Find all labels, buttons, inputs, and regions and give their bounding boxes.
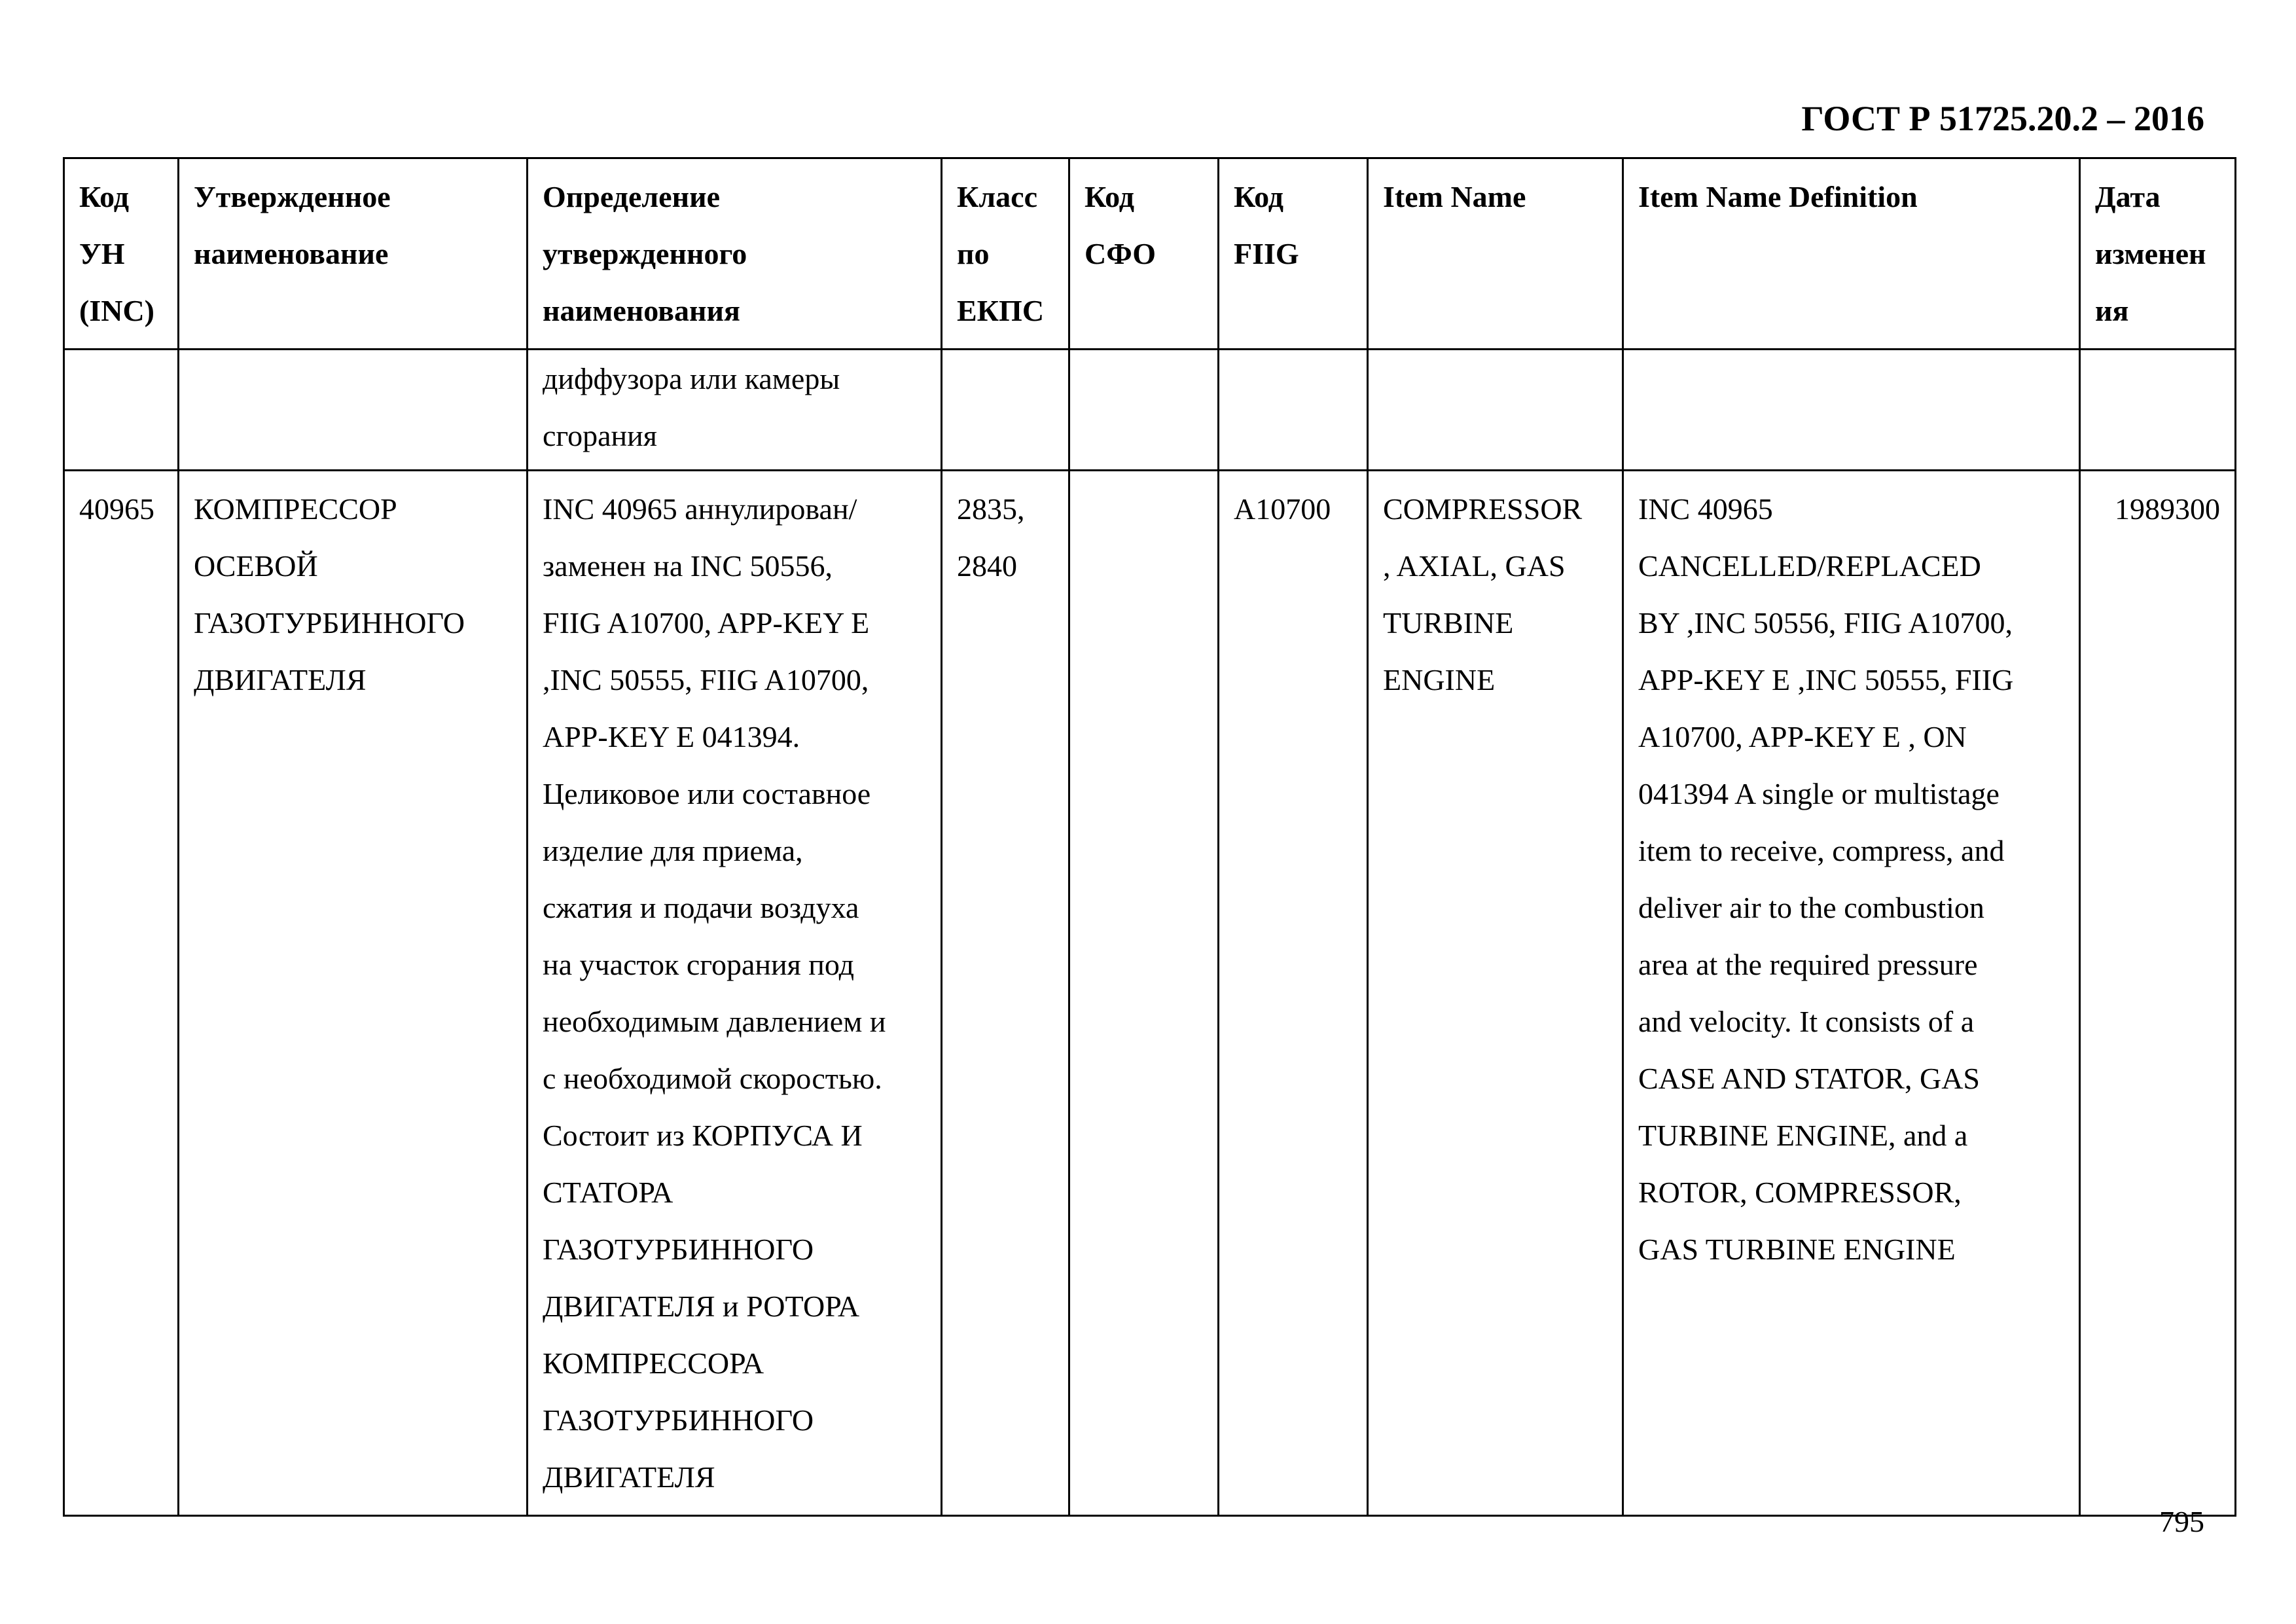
catalog-table <box>63 157 2236 1517</box>
cell-fiig <box>1219 350 1368 471</box>
cell-inc: 40965 <box>64 471 179 1516</box>
cell-class: 2835, 2840 <box>942 471 1069 1516</box>
col-header-inc: Код УН (INC) <box>64 158 179 350</box>
col-header-item-name-definition: Item Name Definition <box>1623 158 2080 350</box>
col-header-class: Класс по ЕКПС <box>942 158 1069 350</box>
col-header-definition: Определение утвержденного наименования <box>528 158 942 350</box>
cell-class <box>942 350 1069 471</box>
cell-name: КОМПРЕССОР ОСЕВОЙ ГАЗОТУРБИННОГО ДВИГАТЕЛЯ <box>179 471 528 1516</box>
cell-item-definition: INC 40965 CANCELLED/REPLACED BY ,INC 50556, FIIG A10700, APP-KEY E ,INC 50555, FIIG A10700, APP-KEY E , ON 041394 A single or multistage item to receive, compress, and deliver air to the combustion area at the required pressure and velocity. It consists of a CASE AND STATOR, GAS TURBINE ENGINE, and a ROTOR, COMPRESSOR, GAS TURBINE ENGINE <box>1623 471 2080 1516</box>
col-header-approved-name: Утвержденное наименование <box>179 158 528 350</box>
table-row <box>64 471 2236 1516</box>
cell-name <box>179 350 528 471</box>
col-header-change-date: Дата изменен ия <box>2080 158 2236 350</box>
cell-sfo <box>1069 471 1219 1516</box>
cell-sfo <box>1069 350 1219 471</box>
cell-definition: INC 40965 аннулирован/ заменен на INC 50556, FIIG A10700, APP-KEY E ,INC 50555, FIIG A10700, APP-KEY E 041394. Целиковое или составное изделие для приема, сжатия и подачи воздуха на участок сгорания под необходимым давлением и с необходимой скоростью. Состоит из КОРПУСА И СТАТОРА ГАЗОТУРБИННОГО ДВИГАТЕЛЯ и РОТОРА КОМПРЕССОРА ГАЗОТУРБИННОГО ДВИГАТЕЛЯ <box>528 471 942 1516</box>
cell-item-name <box>1368 350 1623 471</box>
cell-definition: диффузора или камеры сгорания <box>528 350 942 471</box>
table-header-row <box>64 158 2236 350</box>
col-header-fiig: Код FIIG <box>1219 158 1368 350</box>
cell-item-definition <box>1623 350 2080 471</box>
cell-date <box>2080 350 2236 471</box>
cell-inc <box>64 350 179 471</box>
cell-fiig: A10700 <box>1219 471 1368 1516</box>
document-title: ГОСТ Р 51725.20.2 – 2016 <box>1801 99 2204 138</box>
table-row-continued <box>64 350 2236 471</box>
cell-date: 1989300 <box>2080 471 2236 1516</box>
col-header-item-name: Item Name <box>1368 158 1623 350</box>
page-number: 795 <box>2159 1505 2204 1538</box>
col-header-sfo: Код СФО <box>1069 158 1219 350</box>
cell-item-name: COMPRESSOR , AXIAL, GAS TURBINE ENGINE <box>1368 471 1623 1516</box>
